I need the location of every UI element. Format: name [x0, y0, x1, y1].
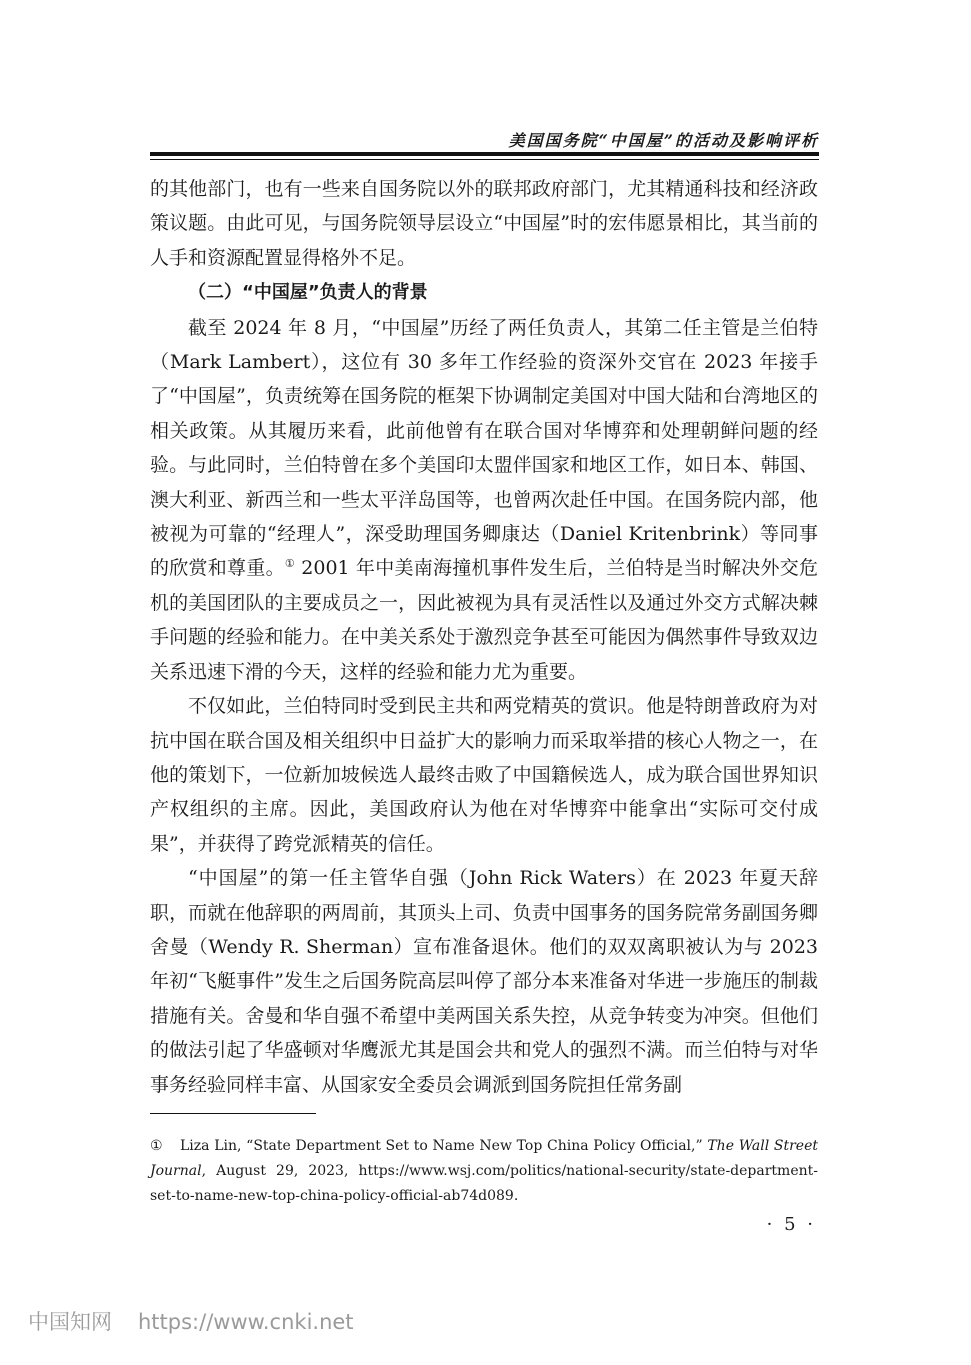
footnote-marker: ①: [150, 1138, 163, 1154]
paragraph-bipartisan: 不仅如此，兰伯特同时受到民主共和两党精英的赏识。他是特朗普政府为对抗中国在联合国及相关组织中日益扩大的影响力而采取举措的核心人物之一，在他的策划下，一位新加坡候选人最终击败了中国籍候选人，成为联合国世界知识产权组织的主席。因此，美国政府认为他在对华博弈中能拿出“实际可交付成果”，并获得了跨党派精英的信任。: [150, 695, 818, 855]
paragraph-lambert-background: [150, 311, 818, 689]
article-body: [150, 172, 818, 1102]
footnote-text-rest: , August 29, 2023, https://www.wsj.com/politics/national-security/state-department-set-to-name-new-top-china-policy-official-ab74d089.: [150, 1163, 818, 1204]
footnote: [150, 1134, 818, 1209]
running-header-title: 美国国务院“中国屋”的活动及影响评析: [508, 131, 819, 150]
header-rule-thick: [150, 152, 819, 156]
page-number: · 5 ·: [766, 1214, 816, 1235]
section-heading: （二）“中国屋”负责人的背景: [188, 282, 428, 304]
footnote-text: Liza Lin, “State Department Set to Name New Top China Policy Official,”: [180, 1138, 708, 1154]
footnote-journal: The Wall Street Journal: [150, 1138, 818, 1179]
header-rule-thin: [150, 159, 819, 160]
footnote-separator: [150, 1113, 316, 1114]
watermark: [28, 1306, 354, 1336]
section-heading-paragraph: [150, 275, 818, 310]
paragraph-text: 2001 年中美南海撞机事件发生后，兰伯特是当时解决外交危机的美国团队的主要成员之一，因此被视为具有灵活性以及通过外交方式解决棘手问题的经验和能力。在中美关系处于激烈竞争甚至可能因为偶然事件导致双边关系迅速下滑的今天，这样的经验和能力尤为重要。: [150, 557, 818, 683]
watermark-url[interactable]: https://www.cnki.net: [138, 1310, 354, 1334]
paragraph-first-director: “中国屋”的第一任主管华自强（John Rick Waters）在 2023 年夏天辞职，而就在他辞职的两周前，其顶头上司、负责中国事务的国务院常务副国务卿舍曼（Wendy R. Sherman）宣布准备退休。他们的双双离职被认为与 2023 年初“飞艇事件”发生之后国务院高层叫停了部分本来准备对华进一步施压的制裁措施有关。舍曼和华自强不希望中美两国关系失控，从竞争转变为冲突。但他们的做法引起了华盛顿对华鹰派尤其是国会共和党人的强烈不满。而兰伯特与对华事务经验同样丰富、从国家安全委员会调派到国务院担任常务副: [150, 867, 818, 1096]
paragraph-continued: 的其他部门，也有一些来自国务院以外的联邦政府部门，尤其精通科技和经济政策议题。由此可见，与国务院领导层设立“中国屋”时的宏伟愿景相比，其当前的人手和资源配置显得格外不足。: [150, 178, 818, 269]
watermark-name: 中国知网: [28, 1310, 112, 1334]
footnote-reference[interactable]: ①: [284, 557, 295, 571]
paragraph-text: 截至 2024 年 8 月，“中国屋”历经了两任负责人，其第二任主管是兰伯特（Mark Lambert），这位有 30 多年工作经验的资深外交官在 2023 年接手了“中国屋”，负责统筹在国务院的框架下协调制定美国对中国大陆和台湾地区的相关政策。从其履历来看，此前他曾有在联合国对华博弈和处理朝鲜问题的经验。与此同时，兰伯特曾在多个美国印太盟伴国家和地区工作，如日本、韩国、澳大利亚、新西兰和一些太平洋岛国等，也曾两次赴任中国。在国务院内部，他被视为可靠的“经理人”，深受助理国务卿康达（Daniel Kritenbrink）等同事的欣赏和尊重。: [150, 316, 818, 580]
